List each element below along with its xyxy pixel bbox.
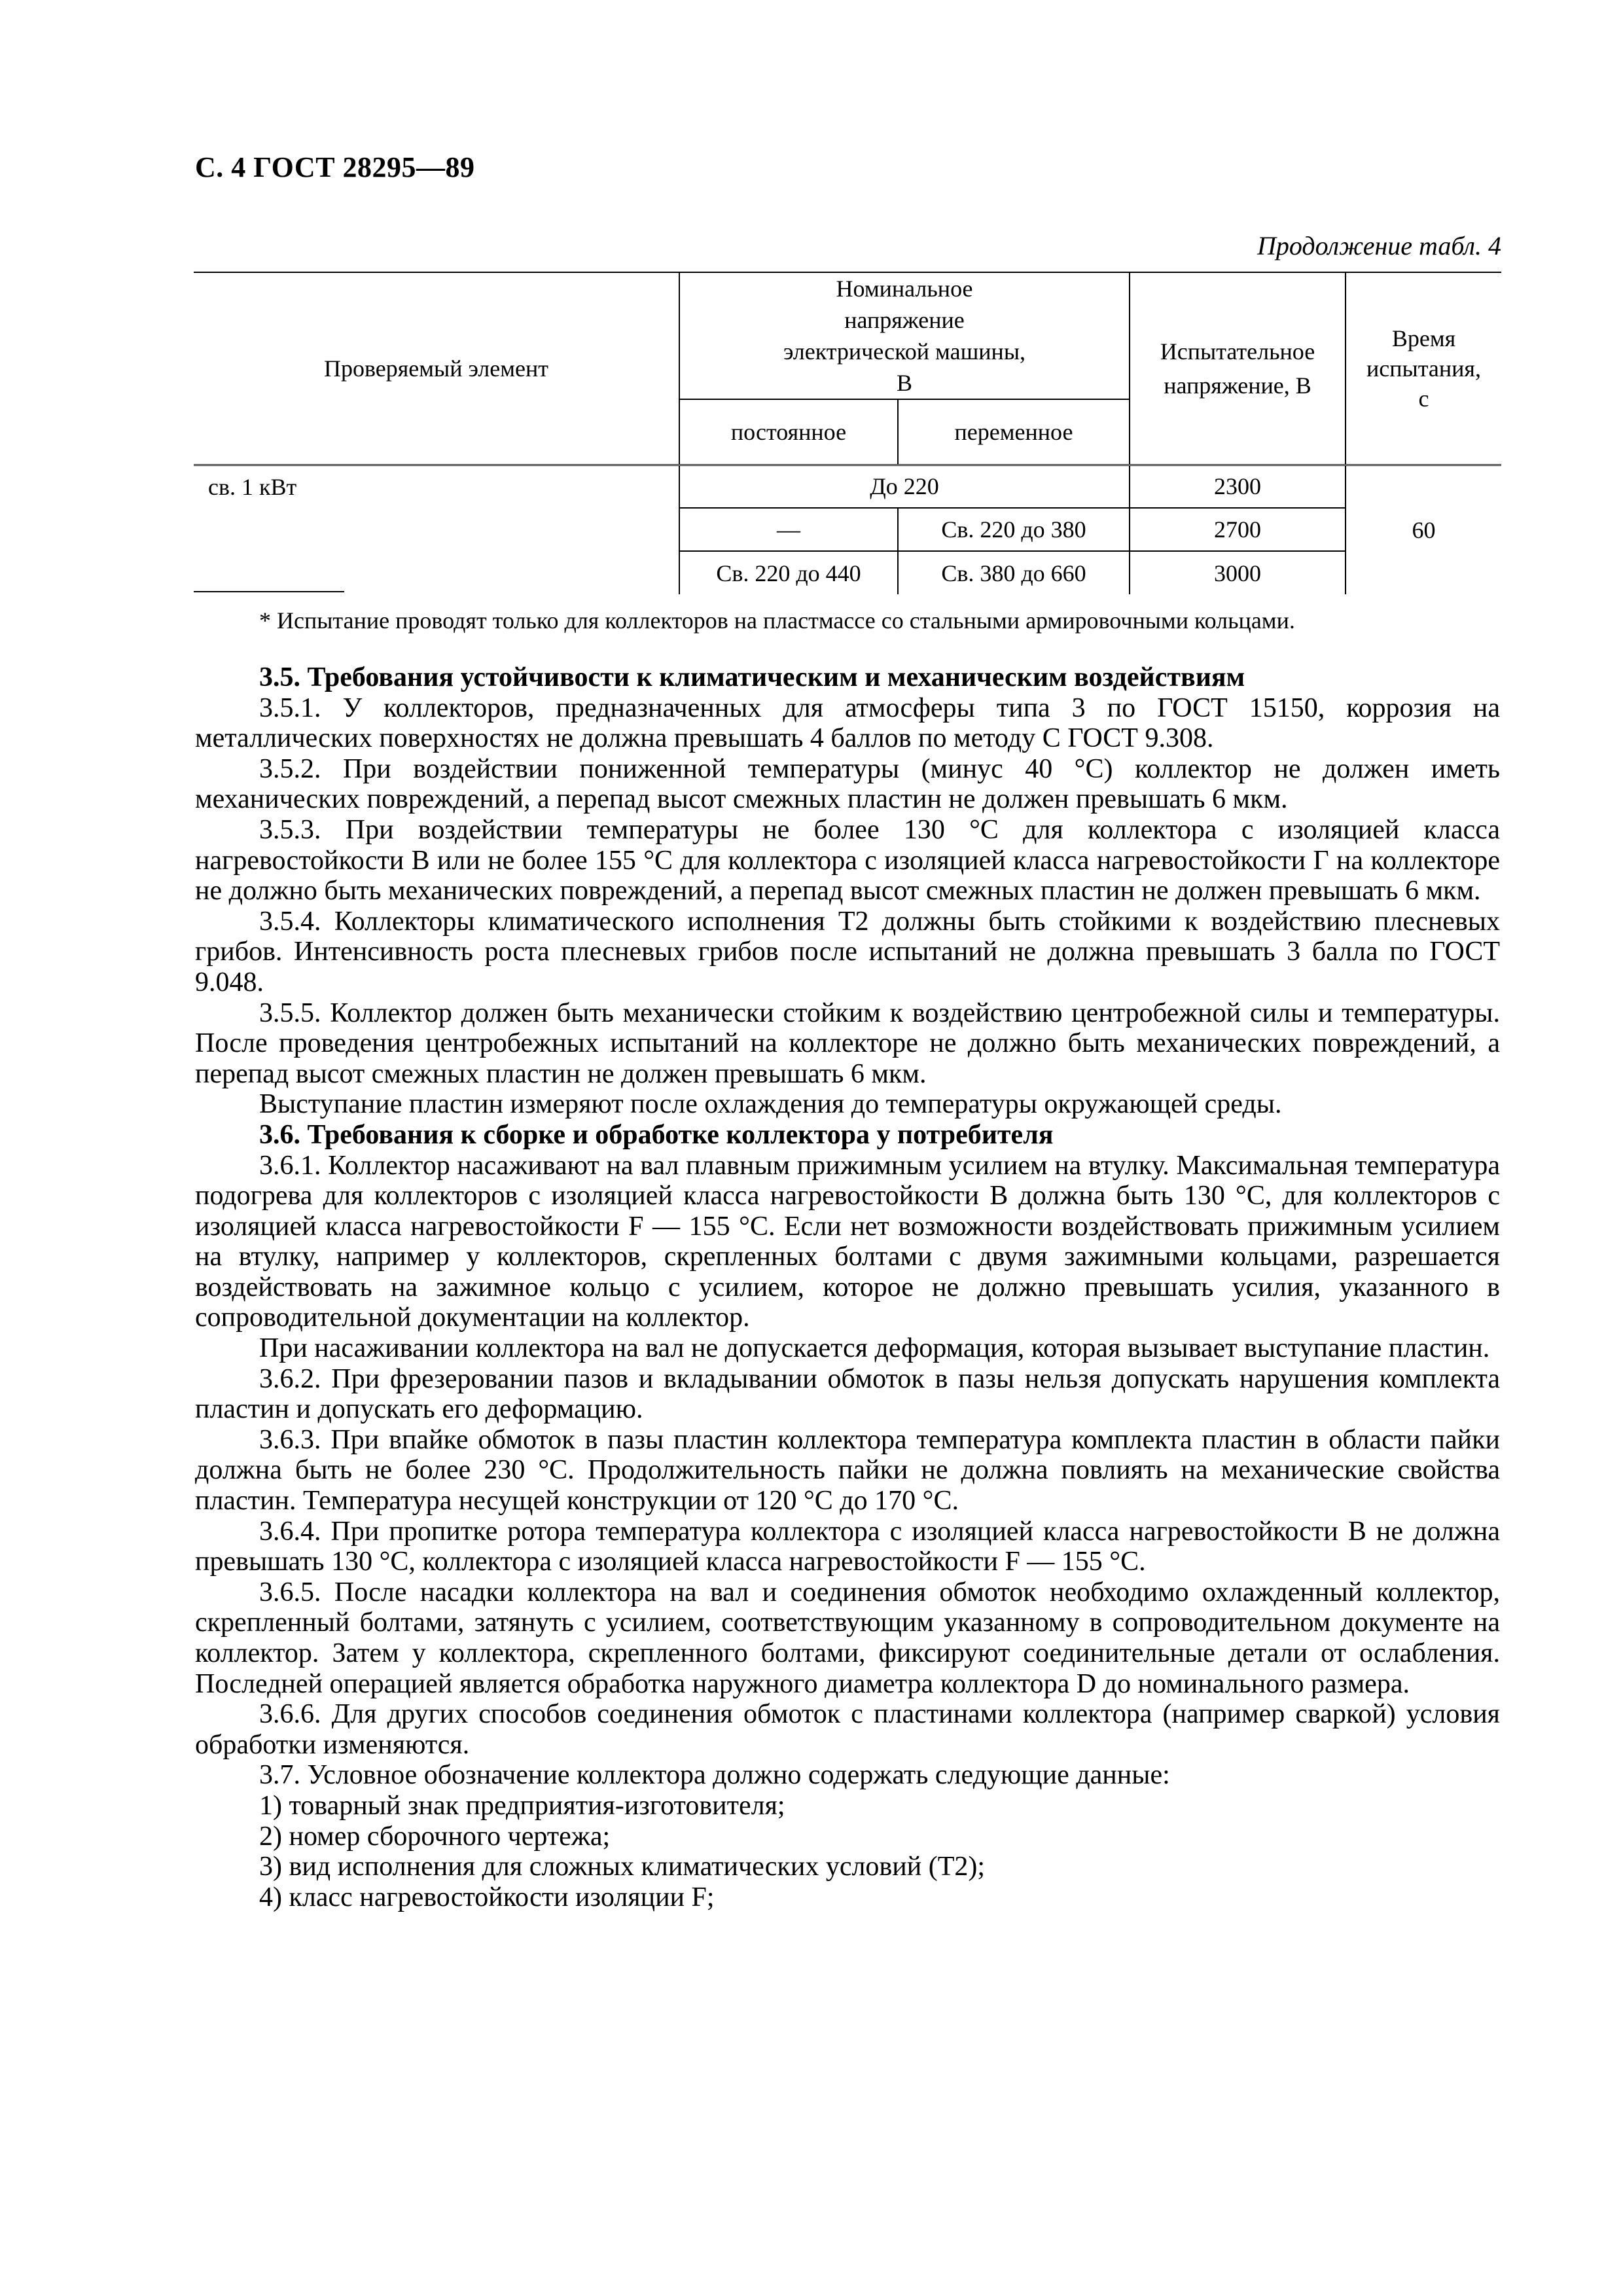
table-continuation-label: Продолжение табл. 4 <box>1257 231 1501 260</box>
paragraph: Выступание пластин измеряют после охлаждения до температуры окружающей среды. <box>259 1089 1282 1120</box>
footnote-separator <box>194 591 344 592</box>
cell-element <box>194 551 679 594</box>
list-item: 3) вид исполнения для сложных климатических условий (Т2); <box>259 1852 986 1882</box>
cell-time: 60 <box>1412 516 1436 543</box>
document-body <box>195 662 1500 1912</box>
cell-element <box>194 508 679 551</box>
section-heading: 3.6. Требования к сборке и обработке коллектора у потребителя <box>259 1119 1054 1150</box>
paragraph: 3.5.4. Коллекторы климатического исполнения Т2 должны быть стойкими к воздействию плесневых грибов. Интенсивность роста плесневых грибов после испытаний не должна превышать 3 балла по ГОСТ 9.048. <box>195 906 1500 997</box>
cell-dc: Св. 220 до 440 <box>679 551 898 594</box>
paragraph: 3.5.5. Коллектор должен быть механически стойким к воздействию центробежной силы и температуры. После проведения центробежных испытаний на коллекторе не должно быть механических повреждений, а перепад высот смежных пластин не должен превышать 6 мкм. <box>195 997 1500 1089</box>
paragraph: 3.6.3. При впайке обмоток в пазы пластин коллектора температура комплекта пластин в области пайки должна быть не более 230 °С. Продолжительность пайки не должна повлиять на механические свойства пластин. Температура несущей конструкции от 120 °С до 170 °С. <box>195 1424 1500 1516</box>
page-header: С. 4 ГОСТ 28295—89 <box>195 151 475 183</box>
cell-ac: Св. 380 до 660 <box>898 551 1130 594</box>
table-row <box>194 551 1501 594</box>
paragraph: 3.5.1. У коллекторов, предназначенных для атмосферы типа 3 по ГОСТ 15150, коррозия на металлических поверхностях не должна превышать 4 баллов по методу С ГОСТ 9.308. <box>195 692 1500 754</box>
cell-voltage: 2300 <box>1130 465 1346 508</box>
table-row <box>194 465 1501 508</box>
paragraph: 3.5.3. При воздействии температуры не более 130 °С для коллектора с изоляцией класса нагревостойкости В или не более 155 °С для коллектора с изоляцией класса нагревостойкости Г на коллекторе не должно быть механических повреждений, а перепад высот смежных пластин не должен превышать 6 мкм. <box>195 814 1500 906</box>
header-nominal-voltage: Номинальное напряжение электрической машины, В <box>679 272 1130 399</box>
header-test-voltage: Испытательное напряжение, В <box>1130 272 1346 465</box>
header-test-time: Время испытания, с <box>1346 272 1501 465</box>
cell-dc: — <box>679 508 898 551</box>
test-voltage-table <box>194 272 1501 594</box>
table-row <box>194 508 1501 551</box>
paragraph: 3.6.6. Для других способов соединения обмоток с пластинами коллектора (например сваркой) условия обработки изменяются. <box>195 1699 1500 1760</box>
section-heading: 3.5. Требования устойчивости к климатическим и механическим воздействиям <box>259 662 1245 692</box>
list-item: 1) товарный знак предприятия-изготовителя; <box>259 1790 785 1821</box>
header-ac: переменное <box>898 399 1130 465</box>
paragraph: 3.6.5. После насадки коллектора на вал и соединения обмоток необходимо охлажденный коллектор, скрепленный болтами, затянуть с усилием, соответствующим указанному в сопроводительном документе на коллектор. Затем у коллектора, скрепленного болтами, фиксируют соединительные детали от ослабления. Последней операцией является обработка наружного диаметра коллектора D до номинального размера. <box>195 1577 1500 1699</box>
paragraph: 3.5.2. При воздействии пониженной температуры (минус 40 °С) коллектор не должен иметь механических повреждений, а перепад высот смежных пластин не должен превышать 6 мкм. <box>195 753 1500 815</box>
list-item: 4) класс нагревостойкости изоляции F; <box>259 1882 715 1912</box>
list-item: 2) номер сборочного чертежа; <box>259 1821 611 1852</box>
paragraph: 3.7. Условное обозначение коллектора должно содержать следующие данные: <box>259 1760 1170 1791</box>
cell-voltage: 2700 <box>1130 508 1346 551</box>
cell-voltage: 3000 <box>1130 551 1346 594</box>
header-element: Проверяемый элемент <box>194 272 679 465</box>
paragraph: 3.6.1. Коллектор насаживают на вал плавным прижимным усилием на втулку. Максимальная температура подогрева для коллекторов с изоляцией класса нагревостойкости В должна быть 130 °С, для коллекторов с изоляцией класса нагревостойкости F — 155 °С. Если нет возможности воздействовать прижимным усилием на втулку, например у коллекторов, скрепленных болтами с двумя зажимными кольцами, разрешается воздействовать на зажимное кольцо с усилием, которое не должно превышать усилия, указанного в сопроводительной документации на коллектор. <box>195 1150 1500 1333</box>
header-dc: постоянное <box>679 399 898 465</box>
cell-dc-ac: До 220 <box>679 465 1130 508</box>
paragraph: 3.6.2. При фрезеровании пазов и вкладывании обмоток в пазы нельзя допускать нарушения комплекта пластин и допускать его деформацию. <box>195 1363 1500 1425</box>
footnote: * Испытание проводят только для коллекторов на пластмассе со стальными армировочными кольцами. <box>259 607 1295 634</box>
cell-ac: Св. 220 до 380 <box>898 508 1130 551</box>
paragraph: 3.6.4. При пропитке ротора температура коллектора с изоляцией класса нагревостойкости В не должна превышать 130 °С, коллектора с изоляцией класса нагревостойкости F — 155 °С. <box>195 1516 1500 1577</box>
cell-element: св. 1 кВт <box>194 465 679 508</box>
paragraph: При насаживании коллектора на вал не допускается деформация, которая вызывает выступание пластин. <box>259 1333 1490 1364</box>
